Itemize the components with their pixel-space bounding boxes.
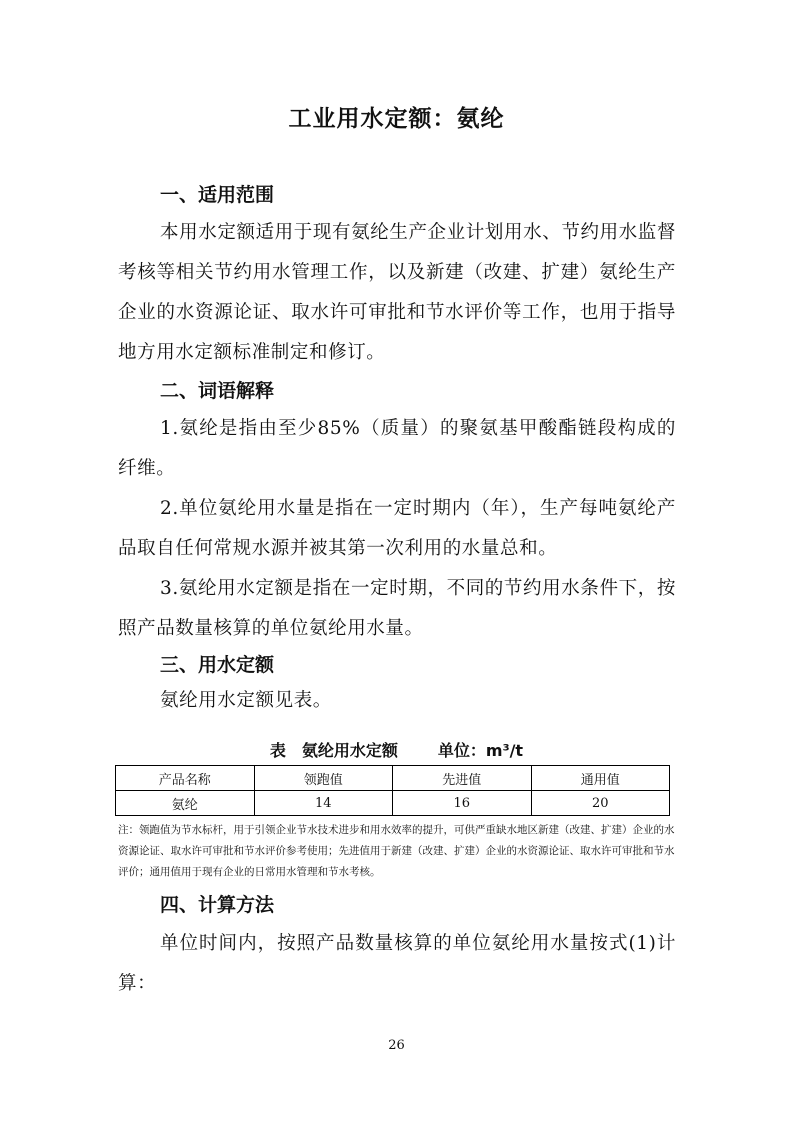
term-item-3: 3.氨纶用水定额是指在一定时期，不同的节约用水条件下，按照产品数量核算的单位氨纶用水量。 (118, 578, 676, 639)
table-unit: 单位：m³/t (437, 741, 524, 760)
cell-advanced-value: 16 (393, 791, 532, 816)
quota-intro: 氨纶用水定额见表。 (160, 690, 332, 711)
section-heading-scope: 一、适用范围 (160, 184, 275, 206)
table-note: 注：领跑值为节水标杆，用于引领企业节水技术进步和用水效率的提升，可供严重缺水地区新建（改建、扩建）企业的水资源论证、取水许可审批和节水评价参考使用；先进值用于新建（改建、扩建）企业的水资源论证、取水许可审批和节水评价；通用值用于现有企业的日常用水管理和节水考核。 (118, 824, 675, 878)
column-header-advanced: 先进值 (393, 766, 532, 791)
table-caption (0, 738, 793, 761)
term-item-1: 1.氨纶是指由至少85%（质量）的聚氨基甲酸酯链段构成的纤维。 (118, 418, 676, 479)
cell-leading-value: 14 (254, 791, 393, 816)
table-header-row (116, 766, 670, 791)
water-quota-table (115, 765, 670, 816)
page-number: 26 (388, 1038, 405, 1053)
section-heading-terms: 二、词语解释 (160, 380, 275, 402)
table-caption-title: 表 氨纶用水定额 (269, 741, 398, 760)
document-title: 工业用水定额：氨纶 (288, 106, 505, 132)
column-header-general: 通用值 (531, 766, 670, 791)
table-row (116, 791, 670, 816)
term-item-2: 2.单位氨纶用水量是指在一定时期内（年），生产每吨氨纶产品取自任何常规水源并被其第一次利用的水量总和。 (118, 498, 676, 559)
scope-paragraph: 本用水定额适用于现有氨纶生产企业计划用水、节约用水监督考核等相关节约用水管理工作，以及新建（改建、扩建）氨纶生产企业的水资源论证、取水许可审批和节水评价等工作，也用于指导地方用水定额标准制定和修订。 (118, 222, 676, 363)
section-heading-method: 四、计算方法 (160, 894, 275, 916)
section-heading-quota: 三、用水定额 (160, 654, 275, 676)
column-header-product: 产品名称 (116, 766, 255, 791)
column-header-leading: 领跑值 (254, 766, 393, 791)
cell-general-value: 20 (531, 791, 670, 816)
cell-product-name: 氨纶 (116, 791, 255, 816)
method-paragraph: 单位时间内，按照产品数量核算的单位氨纶用水量按式(1)计算： (118, 933, 676, 994)
